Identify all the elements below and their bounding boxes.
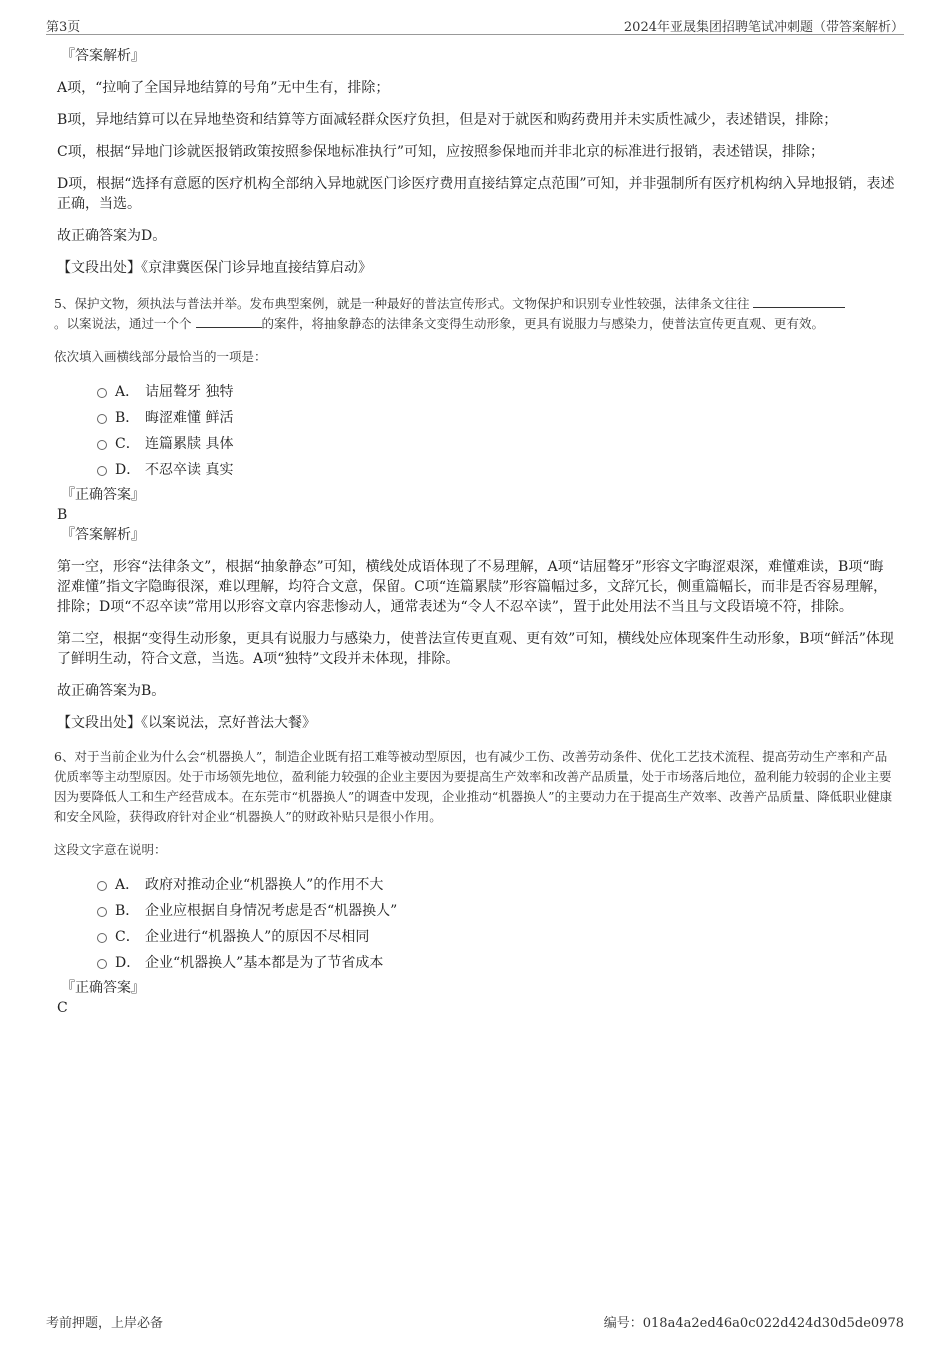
- document-title: 2024年亚晟集团招聘笔试冲刺题（带答案解析）: [623, 20, 904, 35]
- option-c[interactable]: C． 连篇累牍 具体: [57, 431, 897, 457]
- analysis-paragraph-2: 第二空，根据“变得生动形象，更具有说服力与感染力，使普法宣传更直观、更有效”可知，横线处应体现案件生动形象，B项“鲜活”体现了鲜明生动，符合文意，当选。A项“独特”文段并未体现，排除。: [57, 631, 894, 667]
- question-6-prompt: 这段文字意在说明：: [54, 841, 167, 857]
- question-6-stem: 6、对于当前企业为什么会“机器换人”，制造企业既有招工难等被动型原因，也有减少工伤、改善劳动条件、优化工艺技术流程、提高劳动生产率和产品优质率等主动型原因。处于市场领先地位，盈利能力较强的企业主要因为要提高生产效率和改善产品质量，处于市场落后地位，盈利能力较弱的企业主要因为要降低人工和生产经营成本。在东莞市“机器换人”的调查中发现，企业推动“机器换人”的主要动力在于提高生产效率、改善产品质量、降低职业健康和安全风险，获得政府针对企业“机器换人”的财政补贴只是很小作用。: [54, 749, 893, 824]
- analysis-paragraph-1: 第一空，形容“法律条文”，根据“抽象静态”可知，横线处成语体现了不易理解，A项“诘屈聱牙”形容文字晦涩艰深，难懂难读，B项“晦涩难懂”指文字隐晦很深，难以理解，均符合文意，保留。C项“连篇累牍”形容篇幅过多，文辞冗长，侧重篇幅长，而非是否容易理解，排除；D项“不忍卒读”常用以形容文章内容悲惨动人，通常表述为“令人不忍卒读”，置于此处用法不当且与文段语境不符，排除。: [57, 559, 888, 615]
- correct-answer: C: [57, 1000, 68, 1016]
- source: 【文段出处】《以案说法，烹好普法大餐》: [57, 715, 316, 731]
- analysis-d: D项，根据“选择有意愿的医疗机构全部纳入异地就医门诊医疗费用直接结算定点范围”可知，并非强制所有医疗机构纳入异地报销，表述正确，当选。: [57, 176, 895, 212]
- correct-answer: B: [57, 507, 68, 523]
- radio-icon[interactable]: [97, 933, 107, 943]
- page-content: [54, 46, 897, 1018]
- radio-icon[interactable]: [97, 440, 107, 450]
- option-a[interactable]: A． 政府对推动企业“机器换人”的作用不大: [57, 872, 897, 898]
- conclusion: 故正确答案为D。: [57, 228, 167, 244]
- option-a[interactable]: A． 诘屈聱牙 独特: [57, 379, 897, 405]
- radio-icon[interactable]: [97, 881, 107, 891]
- question-5-prompt: 依次填入画横线部分最恰当的一项是：: [54, 348, 267, 364]
- page-number: 第3页: [46, 20, 81, 35]
- radio-icon[interactable]: [97, 959, 107, 969]
- question-5-stem: 5、保护文物，须执法与普法并举。发布典型案例，就是一种最好的普法宣传形式。文物保护和识别专业性较强，法律条文往往 。以案说法，通过一个个 的案件，将抽象静态的法律条文变得生动形象，更具有说服力与感染力，使普法宣传更直观、更有效。: [54, 294, 897, 334]
- answer-label: 『正确答案』: [61, 487, 145, 503]
- source: 【文段出处】《京津冀医保门诊异地直接结算启动》: [57, 260, 372, 276]
- answer-label: 『正确答案』: [61, 980, 145, 996]
- question-5-options: [57, 379, 897, 483]
- option-b[interactable]: B． 晦涩难懂 鲜活: [57, 405, 897, 431]
- analysis-b: B项，异地结算可以在异地垫资和结算等方面减轻群众医疗负担，但是对于就医和购药费用并未实质性减少，表述错误，排除；: [57, 112, 838, 128]
- radio-icon[interactable]: [97, 907, 107, 917]
- option-c[interactable]: C． 企业进行“机器换人”的原因不尽相同: [57, 924, 897, 950]
- question-6-options: [57, 872, 897, 976]
- analysis-a: A项，“拉响了全国异地结算的号角”无中生有，排除；: [57, 80, 390, 96]
- blank-1: [753, 295, 845, 308]
- radio-icon[interactable]: [97, 466, 107, 476]
- blank-2: [196, 315, 262, 328]
- page-header: [46, 14, 904, 35]
- conclusion: 故正确答案为B。: [57, 683, 166, 699]
- analysis-c: C项，根据“异地门诊就医报销政策按照参保地标准执行”可知，应按照参保地而并非北京的标准进行报销，表述错误，排除；: [57, 144, 825, 160]
- document-id: 编号：018a4a2ed46a0c022d424d30d5de0978: [603, 1316, 904, 1331]
- option-d[interactable]: D． 企业“机器换人”基本都是为了节省成本: [57, 950, 897, 976]
- analysis-label: 『答案解析』: [61, 48, 145, 64]
- option-b[interactable]: B． 企业应根据自身情况考虑是否“机器换人”: [57, 898, 897, 924]
- footer-slogan: 考前押题，上岸必备: [46, 1316, 164, 1331]
- radio-icon[interactable]: [97, 388, 107, 398]
- radio-icon[interactable]: [97, 414, 107, 424]
- option-d[interactable]: D． 不忍卒读 真实: [57, 457, 897, 483]
- analysis-label: 『答案解析』: [61, 527, 145, 543]
